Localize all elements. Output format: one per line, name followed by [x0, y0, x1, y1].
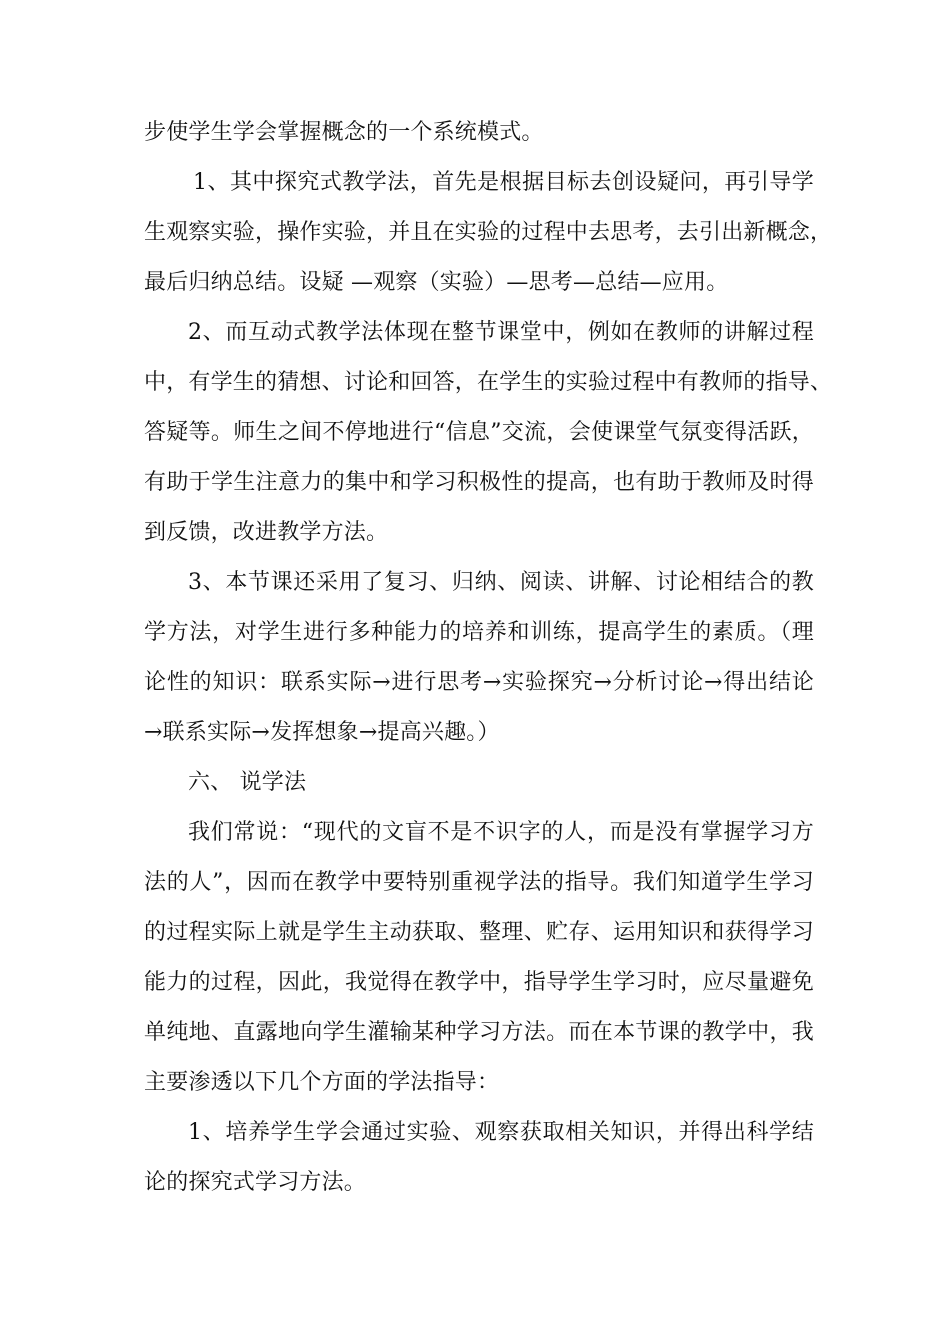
text-line: 能力的过程，因此，我觉得在教学中，指导学生学习时，应尽量避免: [144, 970, 814, 995]
text-line: 主要渗透以下几个方面的学法指导：: [144, 1070, 500, 1095]
text-line: 步使学生学会掌握概念的一个系统模式。: [144, 120, 544, 145]
text-line: 法的人”，因而在教学中要特别重视学法的指导。我们知道学生学习: [144, 870, 814, 895]
text-line: 的过程实际上就是学生主动获取、整理、贮存、运用知识和获得学习: [144, 920, 814, 945]
text-line: 学方法，对学生进行多种能力的培养和训练，提高学生的素质。（理: [144, 620, 814, 645]
text-line: 答疑等。师生之间不停地进行“信息”交流，会使课堂气氛变得活跃，: [144, 420, 814, 445]
text-line: →联系实际→发挥想象→提高兴趣。）: [144, 720, 500, 745]
text-line: 有助于学生注意力的集中和学习积极性的提高，也有助于教师及时得: [144, 470, 814, 495]
text-line: 单纯地、直露地向学生灌输某种学习方法。而在本节课的教学中，我: [144, 1020, 814, 1045]
text-line: 论的探究式学习方法。: [144, 1170, 367, 1195]
text-line: 中，有学生的猜想、讨论和回答，在学生的实验过程中有教师的指导、: [144, 370, 833, 395]
text-line: 生观察实验，操作实验，并且在实验的过程中去思考，去引出新概念，: [144, 220, 833, 245]
text-line: 论性的知识：联系实际→进行思考→实验探究→分析讨论→得出结论: [144, 670, 814, 695]
paragraph-line: 2、而互动式教学法体现在整节课堂中，例如在教师的讲解过程: [188, 320, 814, 345]
section-heading: 六、 说学法: [188, 770, 307, 795]
text-line: 到反馈，改进教学方法。: [144, 520, 389, 545]
paragraph-line: 我们常说：“现代的文盲不是不识字的人，而是没有掌握学习方: [188, 820, 814, 845]
paragraph-line: 1、培养学生学会通过实验、观察获取相关知识，并得出科学结: [188, 1120, 814, 1145]
paragraph-line: 1、其中探究式教学法，首先是根据目标去创设疑问，再引导学: [193, 170, 814, 195]
paragraph-line: 3、本节课还采用了复习、归纳、阅读、讲解、讨论相结合的教: [188, 570, 814, 595]
text-line: 最后归纳总结。设疑 —观察（实验）—思考—总结—应用。: [144, 270, 729, 295]
